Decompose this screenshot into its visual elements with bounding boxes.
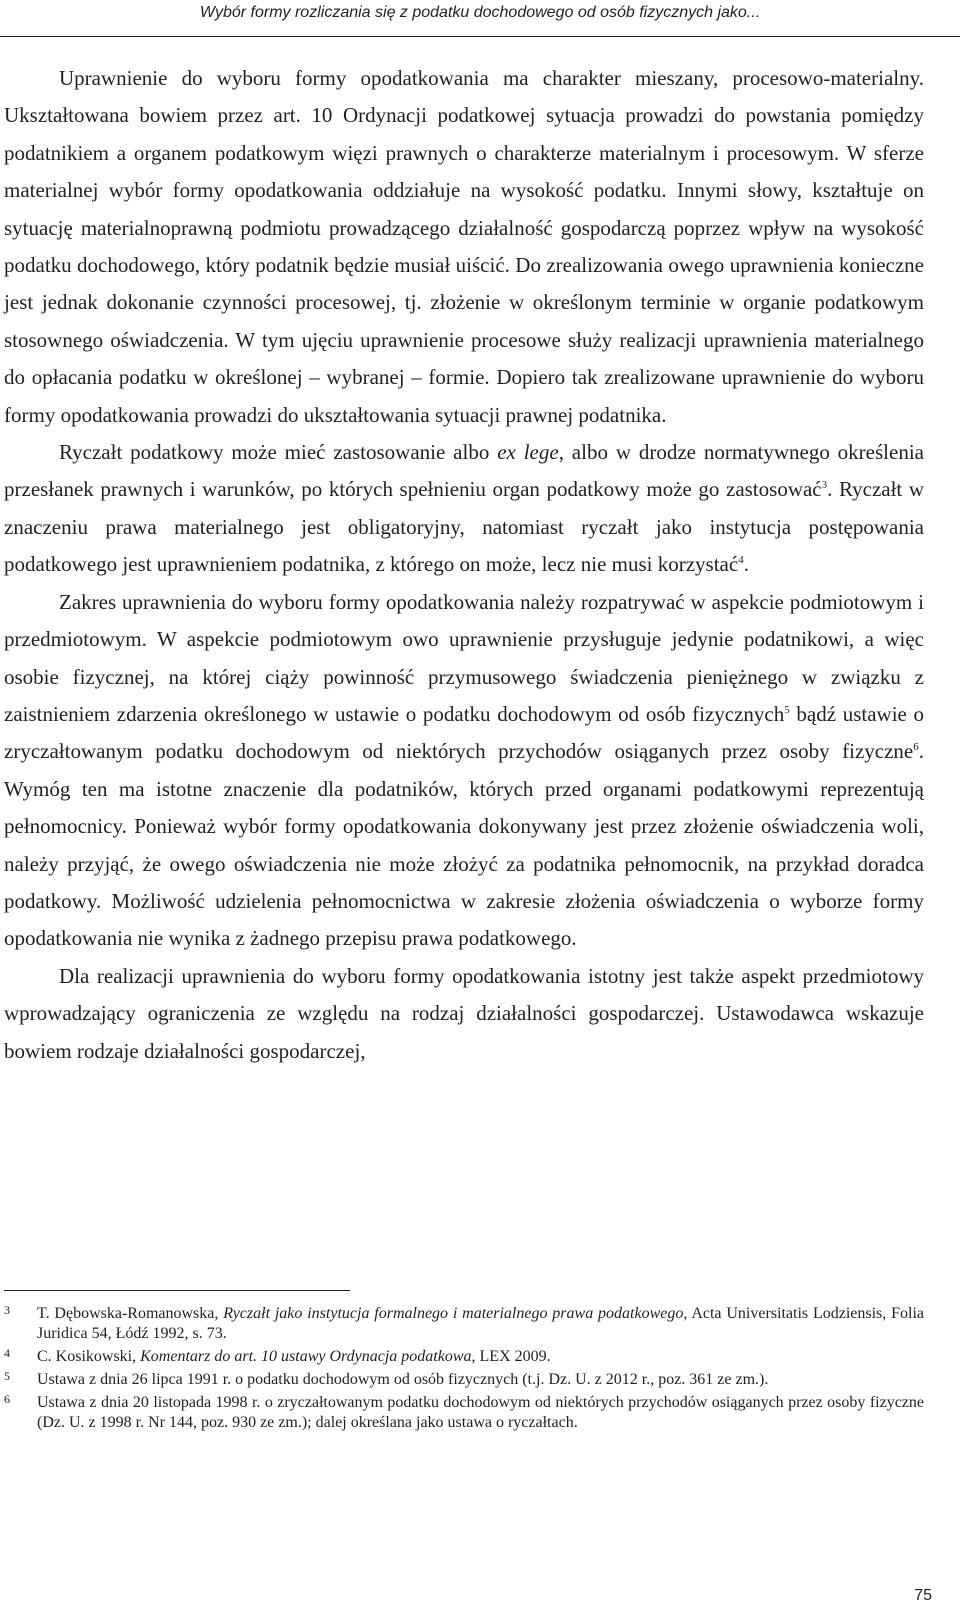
paragraph-2: Ryczałt podatkowy może mieć zastosowanie albo ex lege, albo w drodze normatywnego określenia przesłanek prawnych i warunków, po których spełnieniu organ podatkowy może go zastosować$^3$. Ryczałt w znaczeniu prawa materialnego jest obligatoryjny, natomiast ryczałt jako instytucja postępowania podatkowego jest uprawnieniem podatnika, z którego on może, lecz nie musi korzystać$^4$. — [4, 440, 924, 577]
running-head: Wybór formy rozliczania się z podatku dochodowego od osób fizycznych jako... — [199, 4, 761, 21]
footnotes — [4, 1304, 924, 1436]
footnote-ref-3[interactable]: 3 — [821, 479, 828, 492]
paragraph-3: Zakres uprawnienia do wyboru formy opodatkowania należy rozpatrywać w aspekcie podmiotowym i przedmiotowym. W aspekcie podmiotowym owo uprawnienie przysługuje jedynie podatnikowi, a więc osobie fizycznej, na której ciąży powinność przymusowego świadczenia pieniężnego w związku z zaistnieniem zdarzenia określonego w ustawie o podatku dochodowym od osób fizycznych$^5$ bądź ustawie o zryczałtowanym podatku dochodowym od niektórych przychodów osiąganych przez osoby fizyczne$^6$. Wymóg ten ma istotne znaczenie dla podatników, których przed organami podatkowymi reprezentują pełnomocnicy. Ponieważ wybór formy opodatkowania dokonywany jest przez złożenie oświadczenia woli, należy przyjąć, że owego oświadczenia nie może złożyć za podatnika pełnomocnik, na przykład doradca podatkowy. Możliwość udzielenia pełnomocnictwa w zakresie złożenia oświadczenia o wyborze formy opodatkowania nie wynika z żadnego przepisu prawa podatkowego. — [4, 589, 924, 951]
footnote-number: 5 — [4, 1369, 10, 1383]
footnote-number: 3 — [4, 1303, 10, 1317]
footnote-rule — [4, 1290, 350, 1291]
latin-term: ex lege — [497, 440, 559, 465]
footnote-number: 4 — [4, 1346, 10, 1360]
footnote-4: 4 C. Kosikowski, Komentarz do art. 10 ustawy Ordynacja podatkowa, LEX 2009. — [4, 1347, 924, 1367]
footnote-ref-5[interactable]: 5 — [784, 703, 790, 716]
footnote-number: 6 — [4, 1392, 10, 1406]
paragraph-4: Dla realizacji uprawnienia do wyboru formy opodatkowania istotny jest także aspekt przedmiotowy wprowadzający ograniczenia ze względu na rodzaj działalności gospodarczej. Ustawodawca wskazuje bowiem rodzaje działalności gospodarczej, — [4, 963, 924, 1063]
footnote-6: 6 Ustawa z dnia 20 listopada 1998 r. o zryczałtowanym podatku dochodowym od niektórych przychodów osiąganych przez osoby fizyczne (Dz. U. z 1998 r. Nr 144, poz. 930 ze zm.); dalej określana jako ustawa o ryczałtach. — [4, 1393, 924, 1433]
footnote-3: 3 T. Dębowska-Romanowska, Ryczałt jako instytucja formalnego i materialnego prawa podatkowego, Acta Universitatis Lodziensis, Folia Juridica 54, Łódź 1992, s. 73. — [4, 1304, 924, 1344]
header-rule — [0, 36, 960, 37]
footnote-ref-4[interactable]: 4 — [738, 554, 744, 567]
page-number: 75 — [914, 1587, 932, 1604]
body-text — [4, 60, 924, 1070]
footnote-ref-6[interactable]: 6 — [913, 741, 919, 754]
footnote-5: 5 Ustawa z dnia 26 lipca 1991 r. o podatku dochodowym od osób fizycznych (t.j. Dz. U. z 2012 r., poz. 361 ze zm.). — [4, 1370, 924, 1390]
paragraph-1: Uprawnienie do wyboru formy opodatkowania ma charakter mieszany, procesowo-materialny. Ukształtowana bowiem przez art. 10 Ordynacji podatkowej sytuacja prowadzi do powstania pomiędzy podatnikiem a organem podatkowym więzi prawnych o charakterze materialnym i procesowym. W sferze materialnej wybór formy opodatkowania oddziałuje na wysokość podatku. Innymi słowy, kształtuje on sytuację materialnoprawną podmiotu prowadzącego działalność gospodarczą poprzez wpływ na wysokość podatku dochodowego, który podatnik będzie musiał uiścić. Do zrealizowania owego uprawnienia konieczne jest jednak dokonanie czynności procesowej, tj. złożenie w określonym terminie w organie podatkowym stosownego oświadczenia. W tym ujęciu uprawnienie procesowe służy realizacji uprawnienia materialnego do opłacania podatku w określonej – wybranej – formie. Dopiero tak zrealizowane uprawnienie do wyboru formy opodatkowania prowadzi do ukształtowania sytuacji prawnej podatnika. — [4, 66, 924, 427]
